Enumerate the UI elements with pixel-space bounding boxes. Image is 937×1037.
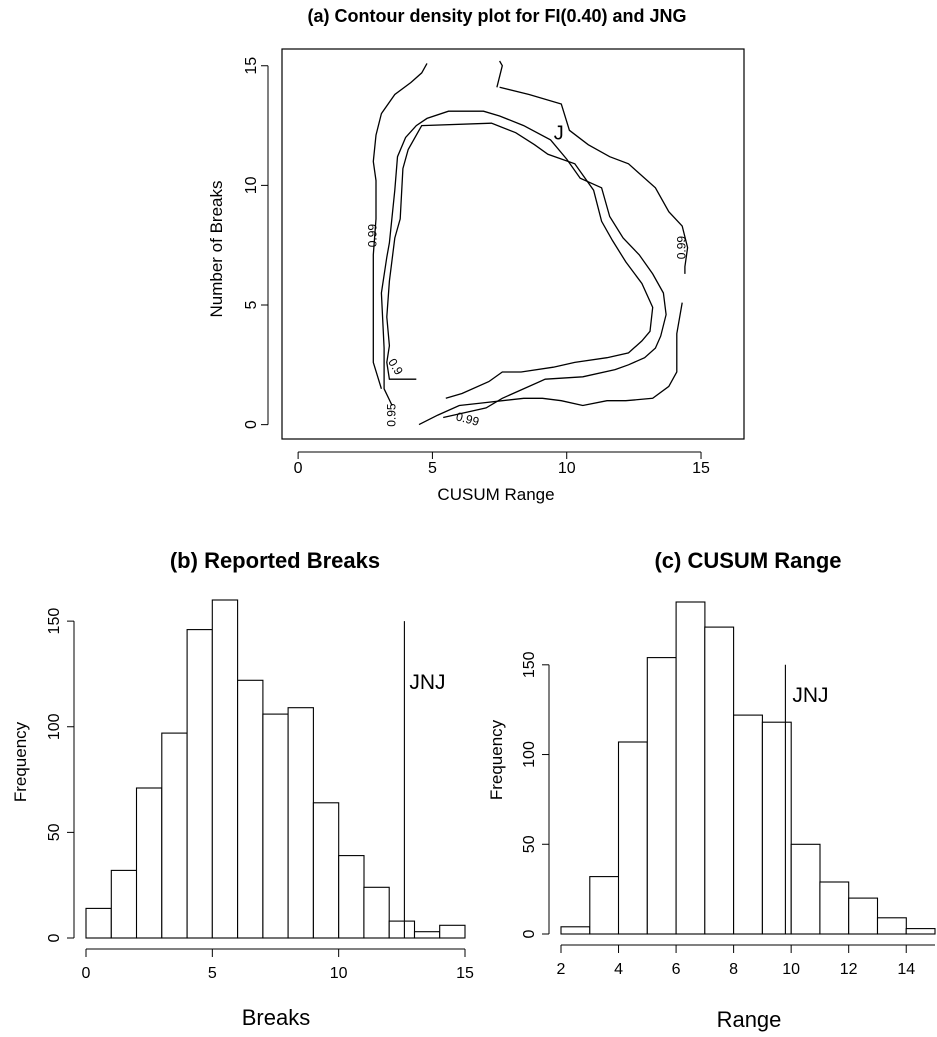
- contour-level-label: 0.99: [674, 235, 689, 260]
- range-histogram-bar: [762, 722, 791, 934]
- contour-level-label: 0.95: [384, 403, 399, 427]
- range-histogram-bar: [676, 602, 705, 934]
- contour-y-axis-label: Number of Breaks: [207, 180, 226, 318]
- breaks-histogram-x-tick-label: 15: [456, 965, 474, 982]
- contour-marker-label: J: [553, 122, 564, 145]
- contour-line-5: [373, 63, 427, 388]
- range-histogram-bar: [906, 929, 935, 934]
- breaks-histogram-bar: [111, 870, 136, 938]
- breaks-histogram-bar: [389, 921, 414, 938]
- range-histogram-bar: [820, 882, 849, 934]
- breaks-histogram-bar: [415, 932, 440, 938]
- breaks-histogram-x-tick-label: 0: [81, 965, 91, 982]
- range-histogram-y-tick-label: 50: [521, 835, 538, 854]
- breaks-histogram-bar: [187, 630, 212, 938]
- breaks-y-axis-label: Frequency: [11, 721, 30, 803]
- breaks-histogram-y-tick-label: 0: [46, 933, 63, 943]
- range-histogram-x-tick-label: 12: [839, 961, 858, 978]
- range-histogram-x-tick-label: 2: [556, 961, 566, 978]
- breaks-histogram-bar: [137, 788, 162, 938]
- range-histogram-x-tick-label: 6: [671, 961, 681, 978]
- range-histogram-y-tick-label: 0: [521, 929, 538, 939]
- breaks-histogram-bar: [440, 925, 465, 938]
- contour-level-label: 0.9: [385, 355, 406, 378]
- breaks-histogram-bar: [288, 708, 313, 938]
- contour-line-4: [500, 87, 688, 274]
- breaks-histogram-title: (b) Reported Breaks: [169, 548, 381, 573]
- range-histogram-bar: [561, 927, 590, 934]
- contour-line-3: [497, 61, 502, 87]
- breaks-histogram-bar: [339, 856, 364, 938]
- breaks-marker-label: JNJ: [409, 671, 446, 694]
- breaks-histogram-y-tick-label: 100: [46, 713, 63, 741]
- range-histogram-bar: [705, 627, 734, 934]
- contour-line-2: [419, 303, 682, 425]
- contour-y-tick-label: 15: [243, 56, 260, 75]
- range-histogram-bar: [647, 658, 676, 934]
- range-histogram-x-tick-label: 4: [614, 961, 623, 978]
- range-histogram-title: (c) CUSUM Range: [654, 548, 842, 573]
- range-histogram-bar: [878, 918, 907, 934]
- contour-x-axis-label: CUSUM Range: [437, 485, 555, 504]
- breaks-x-axis-label: Breaks: [241, 1005, 311, 1030]
- contour-y-tick-label: 0: [243, 420, 260, 430]
- breaks-histogram-bar: [238, 680, 263, 938]
- breaks-histogram-bar: [263, 714, 288, 938]
- contour-y-tick-label: 5: [243, 300, 260, 310]
- range-histogram-x-tick-label: 8: [729, 961, 739, 978]
- breaks-histogram-bar: [162, 733, 187, 938]
- range-histogram-bar: [791, 844, 820, 934]
- range-x-axis-label: Range: [716, 1007, 782, 1032]
- range-histogram-x-tick-label: 14: [897, 961, 916, 978]
- range-histogram-y-tick-label: 150: [521, 651, 538, 679]
- range-histogram-y-tick-label: 100: [521, 741, 538, 768]
- contour-x-tick-label: 0: [293, 460, 303, 477]
- range-histogram-bar: [619, 742, 648, 934]
- breaks-histogram-bar: [212, 600, 237, 938]
- contour-level-label: 0.99: [454, 409, 481, 429]
- range-histogram-bar: [590, 877, 619, 934]
- breaks-histogram-bar: [313, 803, 338, 938]
- breaks-histogram-bar: [86, 908, 111, 938]
- breaks-histogram-x-tick-label: 5: [207, 965, 217, 982]
- contour-y-tick-label: 10: [243, 176, 260, 195]
- contour-title: (a) Contour density plot for FI(0.40) and JNG: [307, 6, 687, 26]
- breaks-histogram-bar: [364, 887, 389, 938]
- contour-level-label: 0.99: [365, 223, 380, 248]
- range-histogram-x-tick-label: 10: [782, 961, 801, 978]
- contour-panel: [207, 6, 744, 504]
- breaks-histogram-y-tick-label: 50: [46, 823, 63, 842]
- contour-x-tick-label: 10: [557, 460, 576, 477]
- contour-x-tick-label: 5: [427, 460, 437, 477]
- breaks-histogram-y-tick-label: 150: [46, 607, 63, 635]
- range-histogram-panel: [487, 548, 935, 1032]
- range-marker-label: JNJ: [792, 684, 829, 707]
- contour-line-0: [387, 123, 653, 398]
- range-y-axis-label: Frequency: [487, 719, 506, 801]
- breaks-histogram-x-tick-label: 10: [329, 965, 348, 982]
- contour-x-tick-label: 15: [692, 460, 710, 477]
- range-histogram-bar: [849, 898, 878, 934]
- breaks-histogram-panel: [11, 548, 474, 1030]
- range-histogram-bar: [734, 715, 763, 934]
